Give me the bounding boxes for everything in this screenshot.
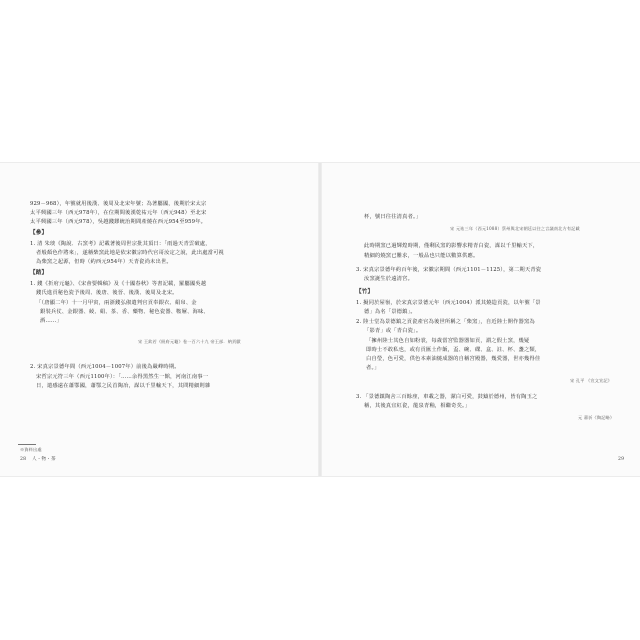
text-line: 汝窯誕生於遠清宮。 (364, 276, 414, 282)
text-line: 酒……」 (40, 318, 62, 324)
text-line: 白自瑩，色可愛，供色本素油燒成器的自稱宮殿器，幾愛器，世亦幾得佳 (366, 356, 541, 362)
text-line: 太平興國三年（西元978年），在位期間後漢乾祐元年（西元948）至北宋 (30, 210, 207, 216)
text-line: 1. 錢《折府元龜》、《宋會要輯稿》及《十國春秋》等書記載，羅屬國吳越 (30, 281, 207, 287)
text-line: 「（唐顯二年）十一月甲寅，兩浙錢弘俶遣判官貢奉銀衣、絹帛、金 (36, 300, 197, 306)
footnote-label: ※資料出處 (20, 447, 42, 452)
text-line: 者般顏色作將來」，遂稱柴窯此地是依宋徽宗時代官哥汝定之說，此出處當可視 (36, 250, 224, 256)
section-heading: 【踏】 (30, 270, 48, 276)
text-line: 精細的燒窯已難求，一般品也只能以數算供應。 (364, 253, 479, 259)
citation: 宋 王欽若《冊府元龜》卷一百六十九 帝王部．納貢獻 (138, 339, 241, 344)
text-line: 3. 「景德鎮陶舍三百餘座，車載之器，潔白可愛，鼓鑄於德州，皆有陶玉之 (356, 394, 538, 400)
left-page (0, 163, 320, 476)
text-line: 德」為名「景德鎮」。 (364, 309, 416, 315)
text-line: 稱，其後真宜紅瓷，龍泉青釉，相繼奇矣。」 (364, 403, 471, 409)
page-number: 28 (20, 457, 27, 462)
text-line: 為柴窯之起源，但時（約西元954年）天青瓷尚未出世。 (36, 259, 172, 265)
section-heading: 【竹】 (356, 289, 374, 295)
text-line: 日，遣感遠在蕭鄂國，蕭鄂之民首陶冶，謀以千里輸天下，其問精細則雜 (36, 383, 211, 389)
text-line: 3. 宋真宗景德年約百年後，宋徽宗期間（西元1101－1125），第二期天青瓷 (356, 267, 542, 273)
book-spread (0, 162, 640, 477)
text-line: 此時期窯已過輝煌時期，僅剩民窯的影響求精青白瓷，謀以千里輸天下， (364, 243, 539, 249)
text-line: 杯，號曰往往清真者。」 (364, 214, 422, 220)
page-number: 29 (618, 457, 625, 462)
citation: 元 蔣祈《陶記略》 (578, 415, 615, 420)
text-line: 1. 清 朱琰《陶說．古窯考》記載著後周世宗批其頂日：「雨過天青雲破處， (30, 241, 211, 247)
citation: 宋 孔平 《宣文宣記》 (570, 378, 613, 383)
text-line: 即時士不敢私也，或有貢匯土作飯，盃、碗、碟、盒、註、杯、盞之類， (366, 347, 541, 353)
text-line: 「擁州陸士其色自如粉裳，每歲當宮監器器如貢，謂之假土窯，幾疑 (366, 338, 530, 344)
text-line: 銀裝兵仗、金銀器、綾、絹、茶、香、藥物、秘色瓷器、鞍屜、海味、 (40, 309, 209, 315)
right-page (320, 163, 640, 476)
running-footer: 人・物・茶 (32, 457, 56, 462)
text-line: 1. 擬同於屋嶺，於宋真宗景德元年（西元1004）派其燒造貢瓷，以年號「景 (356, 300, 541, 306)
text-line: 者。」 (366, 365, 380, 371)
text-line: 宋哲宗元符三年（西元1100年）：「……余得黑然生一館，河南江南事一 (36, 374, 209, 380)
text-line: 「影青」或「青白瓷」。 (364, 328, 422, 334)
text-line: 錢氏進貢秘色瓷予後周、後唐、後晉、後漢、後周及北宋。 (36, 290, 178, 296)
text-line: 2. 陸士堂為景德鎮之貢瓷產官為後世所稱之「柴窯」，自近陸士開作器窯為 (356, 319, 535, 325)
text-line: 929－968），年號就用後漢、後周及北宋年號；為著屬國，後期於宋太宗 (30, 201, 207, 207)
text-line: 太平興國三年（西元978），吳越錢鏐統治期間產燒在西元954至959年。 (30, 219, 207, 225)
section-heading: 【參】 (30, 230, 48, 236)
citation: 宋 元祐三年（西元1088）蔡州與北宋朝廷以往之言議南北方有記載 (450, 226, 580, 231)
text-line: 2. 宋真宗景德年間（西元1004－1007年）前後為嚴峰時期。 (30, 364, 180, 370)
